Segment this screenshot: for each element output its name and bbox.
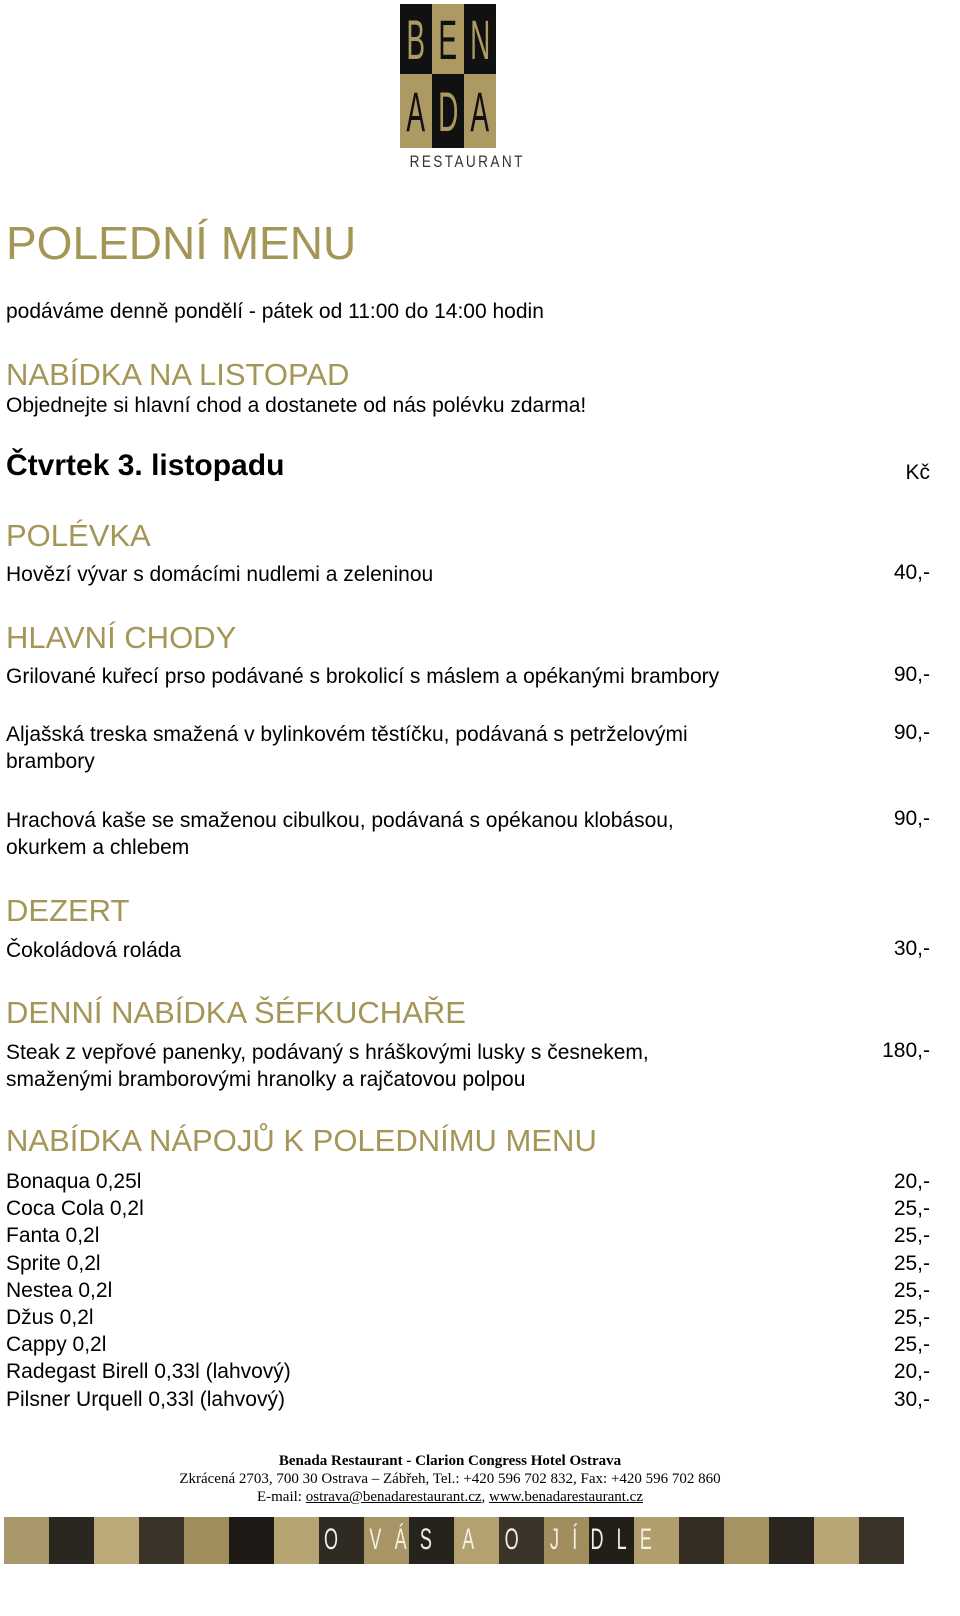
main-item-line: Grilované kuřecí prso podávané s brokolicí s máslem a opékanými brambory: [6, 665, 720, 688]
dessert-heading: DEZERT: [6, 893, 130, 928]
drink-name: Cappy 0,2l: [6, 1333, 107, 1357]
drink-name: Radegast Birell 0,33l (lahvový): [6, 1360, 291, 1384]
logo-cell: A: [464, 74, 496, 148]
drink-price: 25,-: [893, 1278, 930, 1302]
footer-email-label: E-mail:: [256, 1489, 302, 1505]
logo-cell: D: [432, 74, 464, 148]
logo-cell: E: [432, 4, 464, 74]
drink-name: Fanta 0,2l: [6, 1224, 100, 1248]
dessert-item: Čokoládová roláda: [6, 939, 182, 962]
drink-row: [6, 1195, 930, 1222]
restaurant-logo: [400, 4, 525, 172]
soup-item: Hovězí vývar s domácími nudlemi a zeleninou: [6, 563, 434, 586]
drink-row: [6, 1168, 930, 1195]
drink-name: Džus 0,2l: [6, 1305, 94, 1329]
footer-separator: ,: [481, 1489, 486, 1505]
soup-heading: POLÉVKA: [6, 518, 151, 553]
currency-label: Kč: [905, 461, 930, 484]
page-title: POLEDNÍ MENU: [6, 217, 357, 269]
email-link[interactable]: ostrava@benadarestaurant.cz: [305, 1489, 482, 1505]
drinks-list: [6, 1168, 930, 1413]
main-item-price: 90,-: [893, 807, 930, 830]
drink-row: [6, 1386, 930, 1413]
main-item: [6, 721, 806, 775]
footer-address: Zkrácená 2703, 700 30 Ostrava – Zábřeh, Tel.: +420 596 702 832, Fax: +420 596 702 860: [179, 1471, 721, 1487]
drink-row: [6, 1222, 930, 1249]
website-link[interactable]: www.benadarestaurant.cz: [489, 1489, 643, 1505]
drink-price: 25,-: [893, 1251, 930, 1275]
main-item-line: Aljašská treska smažená v bylinkovém těstíčku, podávaná s petrželovými: [6, 723, 688, 746]
drink-name: Coca Cola 0,2l: [6, 1197, 144, 1221]
drink-row: [6, 1277, 930, 1304]
chef-item: [6, 1039, 806, 1093]
drink-price: 25,-: [893, 1333, 930, 1357]
main-item-line: okurkem a chlebem: [6, 836, 190, 859]
footer-contacts: [0, 1488, 900, 1506]
main-item-price: 90,-: [893, 721, 930, 744]
logo-subtitle: RESTAURANT: [409, 152, 525, 171]
drink-row: [6, 1331, 930, 1358]
soup-price: 40,-: [893, 561, 930, 584]
main-item: [6, 663, 806, 690]
drink-row: [6, 1250, 930, 1277]
chef-price: 180,-: [882, 1039, 930, 1062]
logo-grid: [400, 4, 496, 148]
dessert-price: 30,-: [893, 937, 930, 960]
drink-price: 25,-: [893, 1224, 930, 1248]
drink-name: Nestea 0,2l: [6, 1278, 113, 1302]
drink-name: Pilsner Urquell 0,33l (lahvový): [6, 1387, 285, 1411]
main-item: [6, 807, 806, 861]
main-item-price: 90,-: [893, 663, 930, 686]
drink-row: [6, 1358, 930, 1385]
footer-banner: [4, 1517, 904, 1564]
main-item-line: Hrachová kaše se smaženou cibulkou, podávaná s opékanou klobásou,: [6, 809, 674, 832]
drink-name: Sprite 0,2l: [6, 1251, 101, 1275]
drink-price: 25,-: [893, 1197, 930, 1221]
drink-row: [6, 1304, 930, 1331]
chef-item-line: smaženými bramborovými hranolky a rajčatovou polpou: [6, 1068, 526, 1091]
chef-heading: DENNÍ NABÍDKA ŠÉFKUCHAŘE: [6, 995, 466, 1030]
mains-heading: HLAVNÍ CHODY: [6, 620, 237, 655]
footer-company: Benada Restaurant - Clarion Congress Hotel Ostrava: [278, 1453, 622, 1469]
banner-slogan: O VÁS A O JÍDLE: [324, 1523, 666, 1556]
drink-price: 20,-: [893, 1360, 930, 1384]
drink-name: Bonaqua 0,25l: [6, 1170, 142, 1193]
menu-date: Čtvrtek 3. listopadu: [6, 449, 285, 482]
drink-price: 25,-: [893, 1305, 930, 1329]
footer: [0, 1452, 900, 1506]
logo-cell: B: [400, 4, 432, 74]
drink-price: 20,-: [893, 1170, 930, 1193]
serving-hours: podáváme denně pondělí - pátek od 11:00 do 14:00 hodin: [6, 300, 544, 323]
main-item-line: brambory: [6, 750, 95, 773]
logo-cell: N: [464, 4, 496, 74]
drinks-heading: NABÍDKA NÁPOJŮ K POLEDNÍMU MENU: [6, 1123, 597, 1158]
chef-item-line: Steak z vepřové panenky, podávaný s hráškovými lusky s česnekem,: [6, 1041, 649, 1064]
offer-text: Objednejte si hlavní chod a dostanete od nás polévku zdarma!: [6, 394, 587, 417]
offer-heading: NABÍDKA NA LISTOPAD: [6, 357, 350, 392]
drink-price: 30,-: [893, 1387, 930, 1411]
logo-cell: A: [400, 74, 432, 148]
